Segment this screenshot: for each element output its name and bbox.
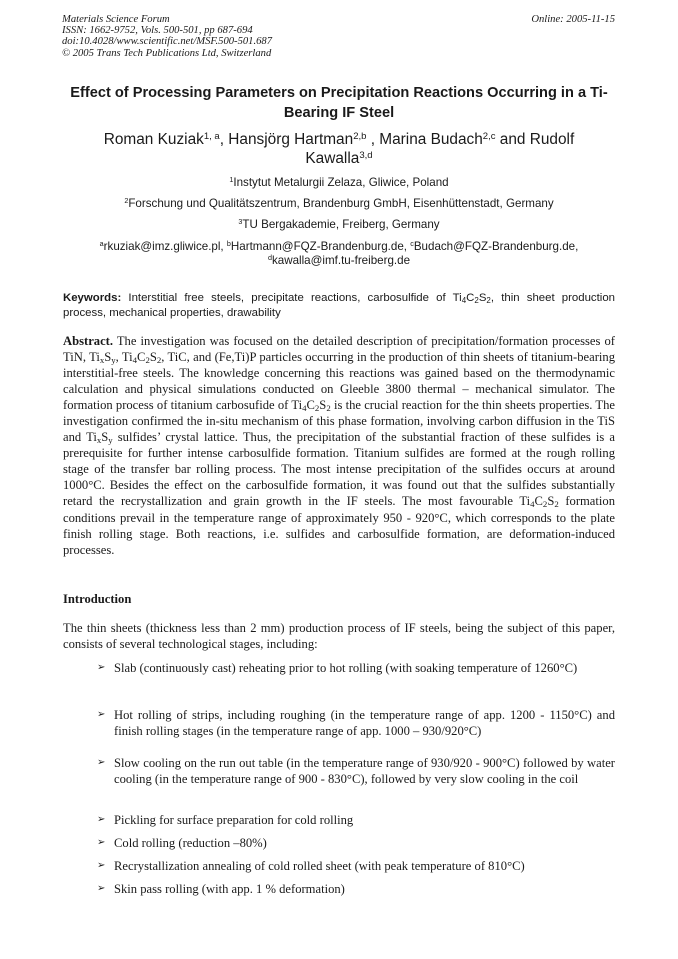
abstract (63, 333, 615, 558)
list-item (97, 835, 615, 851)
author-name: Roman Kuziak (103, 131, 204, 148)
subscript: 2 (145, 355, 150, 366)
email-list (40, 240, 638, 268)
author-affiliation-marker: 3,d (359, 149, 373, 161)
list-item (97, 858, 615, 874)
affiliation-marker: 2 (124, 196, 129, 206)
subscript: 2 (554, 499, 559, 510)
author-separator: and (495, 131, 530, 148)
right-arrow-bullet-icon: ➢ (97, 883, 106, 894)
list-item-text: Slow cooling on the run out table (in the temperature range of 930/920 - 900°C) followed by water cooling (in the temperature range of 900 - 830°C), followed by very slow cooling in the coil (114, 756, 615, 786)
right-arrow-bullet-icon: ➢ (97, 814, 106, 825)
doi-line: doi:10.4028/www.scientific.net/MSF.500-501.687 (62, 36, 272, 48)
keywords-text: C (466, 292, 475, 304)
list-item-text: Pickling for surface preparation for cold rolling (114, 813, 354, 827)
author-affiliation-marker: 2,c (482, 130, 496, 142)
affiliation-marker: 3 (238, 217, 243, 227)
list-item (97, 812, 615, 828)
abstract-text: S (547, 494, 555, 509)
abstract-text: S (149, 350, 157, 365)
right-arrow-bullet-icon: ➢ (97, 709, 106, 720)
keywords-text: S (478, 292, 487, 304)
list-item-text: Skin pass rolling (with app. 1 % deformation) (114, 882, 345, 896)
author-affiliation-marker: 2,b (353, 130, 367, 142)
abstract-label: Abstract. (63, 334, 114, 348)
abstract-text: , TiC, and (Fe,Ti)P particles occurring in the production of thin sheets of titanium-bearing interstitial-free steels. The knowledge concerning this reactions was gained based on the thermodynamic calculation and physical simulations conducted on Gleeble 3800 thermal – mechanical simulator. The formation process of titanium carbosufide of Ti (63, 350, 615, 413)
abstract-text: C (534, 494, 543, 509)
keywords-text: , thin sheet production process, mechanical properties, drawability (63, 292, 615, 319)
subscript: 4 (530, 499, 535, 510)
affiliation (40, 197, 638, 211)
abstract-text: The investigation was focused on the detailed description of precipitation/formation processes of TiN, Ti (63, 334, 615, 365)
list-item-text: Cold rolling (reduction –80%) (114, 836, 267, 850)
affiliation-text: Forschung und Qualitätszentrum, Brandenburg GmbH, Eisenhüttenstadt, Germany (128, 197, 554, 210)
email-marker: c (410, 239, 414, 249)
list-item (97, 707, 615, 739)
right-arrow-bullet-icon: ➢ (97, 837, 106, 848)
list-item-text: Hot rolling of strips, including roughing (in the temperature range of app. 1200 - 1150°C) and finish rolling stages (in the temperature range of app. 1000 – 930/920°C) (114, 708, 615, 738)
subscript: 2 (326, 403, 331, 414)
subscript: 2 (542, 499, 548, 510)
affiliation-text: Instytut Metalurgii Zelaza, Gliwice, Poland (233, 176, 449, 189)
copyright-line: © 2005 Trans Tech Publications Ltd, Switzerland (62, 47, 272, 59)
author-separator: , (219, 131, 229, 148)
section-heading: Introduction (63, 592, 132, 606)
email-marker: b (226, 239, 231, 249)
online-date: Online: 2005-11-15 (531, 14, 615, 25)
abstract-text: , Ti (115, 350, 133, 365)
abstract-text: C (306, 398, 315, 413)
author-name: Rudolf Kawalla (305, 131, 575, 167)
right-arrow-bullet-icon: ➢ (97, 860, 106, 871)
keywords-text: Interstitial free steels, precipitate reactions, carbosulfide of Ti (121, 292, 462, 304)
email-marker: a (99, 239, 104, 249)
author-name: Hansjörg Hartman (228, 131, 354, 148)
subscript: x (99, 355, 105, 366)
subscript: 2 (314, 403, 320, 414)
subscript: 2 (474, 295, 479, 305)
list-item-text: Slab (continuously cast) reheating prior to hot rolling (with soaking temperature of 1260°C) (114, 661, 578, 675)
email-address: rkuziak@imz.gliwice.pl, (103, 240, 227, 253)
email-address: Hartmann@FQZ-Brandenburg.de, (230, 240, 411, 253)
page-header (62, 14, 615, 59)
author-affiliation-marker: 1, a (203, 130, 220, 142)
right-arrow-bullet-icon: ➢ (97, 757, 106, 768)
affiliation-text: TU Bergakademie, Freiberg, Germany (242, 218, 440, 231)
abstract-text: S (319, 398, 327, 413)
paper-title: Effect of Processing Parameters on Precipitation Reactions Occurring in a Ti-Bearing IF Steel (70, 85, 608, 121)
email-address: Budach@FQZ-Brandenburg.de, (413, 240, 579, 253)
list-item (97, 881, 615, 897)
intro-paragraph: The thin sheets (thickness less than 2 mm) production process of IF steels, being the subject of this paper, consists of several technological stages, including: (63, 621, 615, 651)
list-item (97, 660, 615, 676)
abstract-text: formation conditions prevail in the temperature range of approximately 950 - 920°C, which corresponds to the plate finish rolling stage. Both reactions, i.e. sulfides and carbosulfide formation, are deformation-induced processes. (63, 494, 615, 557)
affiliation (40, 176, 638, 190)
subscript: 4 (302, 403, 307, 414)
right-arrow-bullet-icon: ➢ (97, 662, 106, 673)
subscript: y (108, 435, 113, 446)
journal-name: Materials Science Forum (62, 14, 170, 25)
author-name: Marina Budach (379, 131, 483, 148)
list-item (97, 755, 615, 787)
subscript: 2 (156, 355, 162, 366)
list-item-text: Recrystallization annealing of cold rolled sheet (with peak temperature of 810°C) (114, 859, 525, 873)
email-address: kawalla@imf.tu-freiberg.de (271, 254, 411, 267)
affiliation (40, 218, 638, 232)
abstract-text: S (101, 430, 109, 445)
abstract-text: C (137, 350, 146, 365)
keywords-label: Keywords: (63, 292, 122, 304)
abstract-text: sulfides’ crystal lattice. Thus, the precipitation of the substantial fraction of these sulfides is a prerequisite for further intense carbosulfide formation. Titanium sulfides are formed at the rough rolling stage of the transfer bar rolling process. The most intense precipitation of the sulfides occurs at around 1000°C. Besides the effect on the carbosulfide formation, it was found out that the sulfides substantially retard the recrystallization and grain growth in the IF steels. The most favourable Ti (63, 430, 615, 509)
subscript: 4 (132, 355, 138, 366)
abstract-text: S (104, 350, 112, 365)
email-marker: d (267, 253, 272, 263)
subscript: 2 (486, 295, 491, 305)
abstract-text: is the crucial reaction for the thin sheets properties. The investigation confirmed the in-situ mechanism of this phase formation, involving carbon diffusion in the TiS and Ti (63, 398, 615, 445)
subscript: 4 (461, 295, 467, 305)
keywords (63, 291, 615, 320)
affiliation-marker: 1 (229, 175, 234, 185)
issn-line: ISSN: 1662-9752, Vols. 500-501, pp 687-694 (62, 25, 253, 37)
author-separator: , (366, 131, 380, 148)
author-list (70, 130, 608, 168)
subscript: y (111, 355, 116, 366)
subscript: x (96, 435, 102, 446)
